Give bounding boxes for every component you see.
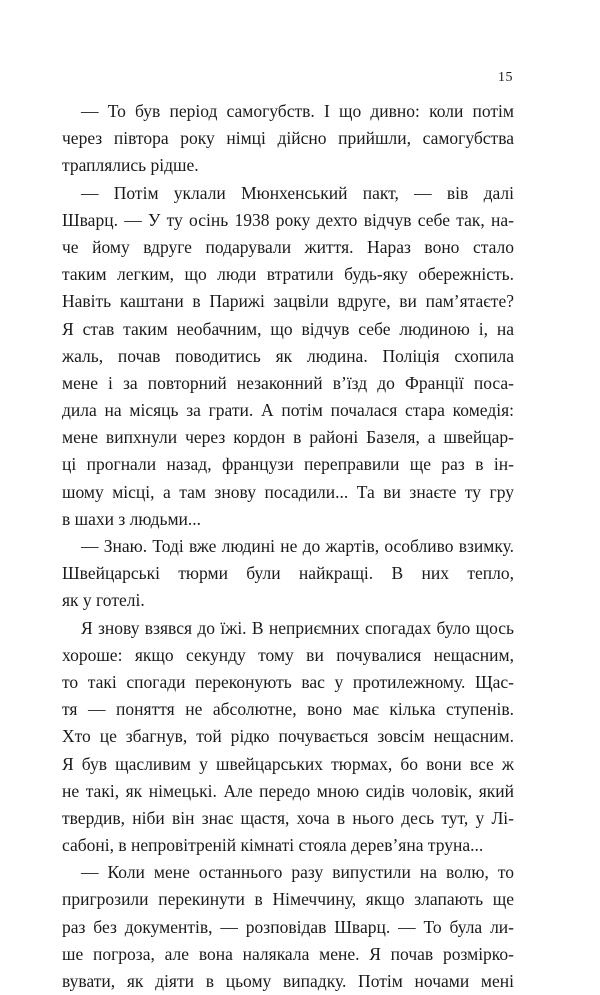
text-line: сабоні, в непровітреній кімнаті стояла дерев’яна труна... [62,835,484,856]
text-line: дила на місяць за грати. А потім почалася стара комедія: [62,400,514,421]
text-line: вувати, як діяти в цьому випадку. Потім ночами мені [62,971,514,991]
text-line: тя — поняття не абсолютне, воно має кілька ступенів. [62,699,514,720]
text-line: таким легким, що люди втратили будь-яку обережність. [62,264,514,285]
text-line: в шахи з людьми... [62,508,202,529]
text-line: раз без документів, — розповідав Шварц. — То була ли- [62,916,514,937]
text-line: то такі спогади переконують вас у протилежному. Щас- [62,671,514,692]
text-line: мене і за повторний незаконний в’їзд до Франції поса- [62,372,514,393]
page-number: 15 [498,70,513,85]
text-line: — Потім уклали Мюнхенський пакт, — вів далі [81,182,514,203]
text-line: Шварц. — У ту осінь 1938 року дехто відчув себе так, на- [62,209,514,230]
text-line: через півтора року німці дійсно прийшли, самогубства [62,128,514,149]
text-line: че йому вдруге подарували життя. Нараз воно стало [62,236,514,257]
text-line: не такі, як німецькі. Але передо мною сидів чоловік, який [62,780,514,801]
text-line: Хто це збагнув, той рідко почувається зовсім нещасним. [62,726,514,747]
text-line: жаль, почав поводитись як людина. Поліція схопила [62,345,514,366]
text-line: Я став таким необачним, що відчув себе людиною і, на [62,318,514,339]
text-line: твердив, ніби він знає щастя, хоча в нього десь тут, у Лі- [62,807,514,828]
text-line: — Коли мене останнього разу випустили на волю, то [81,862,514,883]
text-line: Навіть каштани в Парижі зацвіли вдруге, ви пам’ятаєте? [62,291,514,312]
text-line: Швейцарські тюрми були найкращі. В них тепло, [62,563,514,584]
text-line: ше погроза, але вона налякала мене. Я почав розмірко- [62,943,514,964]
text-line: пригрозили перекинути в Німеччину, якщо злапають ще [62,889,514,910]
body-text [62,98,514,995]
text-line: мене випхнули через кордон в районі Базеля, а швейцар- [62,427,514,448]
text-line: як у готелі. [62,590,145,611]
text-line: ці прогнали назад, французи переправили ще раз в ін- [62,454,514,475]
text-line: Я знову взявся до їжі. В неприємних спогадах було щось [81,617,514,638]
text-line: Я був щасливим у швейцарських тюрмах, бо вони все ж [62,753,514,774]
text-line: траплялись рідше. [62,155,199,176]
text-line: хороше: якщо секунду тому ви почувалися нещасним, [62,644,514,665]
text-line: — То був період самогубств. І що дивно: коли потім [81,101,514,121]
text-line: шому місці, а там знову посадили... Та ви знаєте ту гру [62,481,514,502]
text-line: — Знаю. Тоді вже людині не до жартів, особливо взимку. [81,536,514,556]
